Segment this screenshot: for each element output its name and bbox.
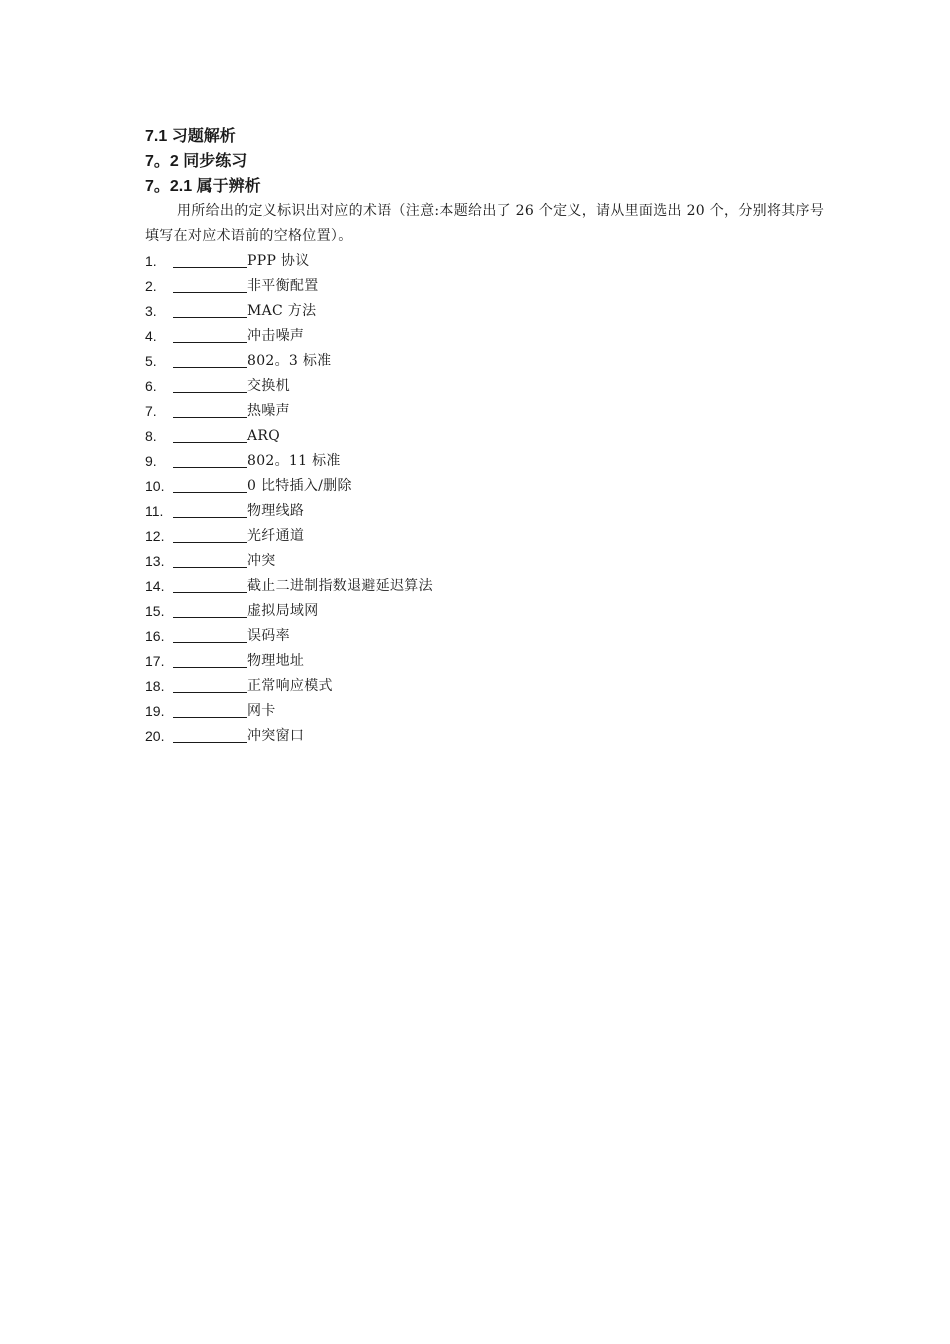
item-term: 冲突窗口 [247,728,305,744]
item-term: 802。11 标准 [247,453,341,469]
answer-blank[interactable] [173,425,247,443]
item-number: 1. [145,253,157,269]
list-item [145,599,825,624]
item-number: 8. [145,428,157,444]
list-item [145,324,825,349]
heading-section-7-2-1: 7。2.1 属于辨析 [145,178,261,195]
list-item [145,524,825,549]
answer-blank[interactable] [173,725,247,743]
answer-blank[interactable] [173,375,247,393]
item-number: 9. [145,453,157,469]
item-number: 18. [145,678,165,694]
answer-blank[interactable] [173,275,247,293]
item-term: 802。3 标准 [247,353,332,369]
item-term: 非平衡配置 [247,278,319,294]
list-item [145,399,825,424]
answer-blank[interactable] [173,350,247,368]
item-term: 虚拟局域网 [247,603,319,619]
list-item [145,549,825,574]
list-item [145,424,825,449]
item-number: 3. [145,303,157,319]
list-item [145,674,825,699]
item-number: 16. [145,628,165,644]
answer-blank[interactable] [173,600,247,618]
heading-section-7-2: 7。2 同步练习 [145,153,248,170]
item-number: 11. [145,503,164,519]
list-item [145,349,825,374]
item-term: 光纤通道 [247,528,305,544]
list-item [145,374,825,399]
item-term: 物理线路 [247,503,305,519]
list-item [145,249,825,274]
answer-blank[interactable] [173,325,247,343]
item-term: 冲突 [247,553,276,569]
heading-section-7-1: 7.1 习题解析 [145,128,236,145]
answer-blank[interactable] [173,675,247,693]
item-number: 17. [145,653,165,669]
answer-blank[interactable] [173,625,247,643]
list-item [145,699,825,724]
answer-blank[interactable] [173,300,247,318]
item-term: 交换机 [247,378,290,394]
item-number: 2. [145,278,157,294]
item-term: 误码率 [247,628,290,644]
item-term: 截止二进制指数退避延迟算法 [247,578,433,594]
item-number: 5. [145,353,157,369]
item-number: 6. [145,378,157,394]
answer-blank[interactable] [173,450,247,468]
item-number: 12. [145,528,165,544]
item-term: 冲击噪声 [247,328,305,344]
answer-blank[interactable] [173,250,247,268]
list-item [145,274,825,299]
item-term: 物理地址 [247,653,305,669]
item-number: 15. [145,603,165,619]
item-term: 0 比特插入/删除 [247,478,352,494]
item-term: 正常响应模式 [247,678,333,694]
document-content [145,124,825,749]
list-item [145,574,825,599]
item-number: 14. [145,578,165,594]
answer-blank[interactable] [173,525,247,543]
list-item [145,724,825,749]
answer-blank[interactable] [173,700,247,718]
list-item [145,649,825,674]
item-term: 热噪声 [247,403,290,419]
answer-blank[interactable] [173,550,247,568]
item-term: 网卡 [247,703,276,719]
list-item [145,624,825,649]
item-number: 10. [145,478,165,494]
answer-blank[interactable] [173,575,247,593]
intro-paragraph: 用所给出的定义标识出对应的术语（注意:本题给出了 26 个定义，请从里面选出 20 个，分别将其序号填写在对应术语前的空格位置）。 [145,203,825,244]
item-term: PPP 协议 [247,253,310,269]
list-item [145,499,825,524]
item-number: 13. [145,553,165,569]
item-number: 7. [145,403,157,419]
item-term: MAC 方法 [247,303,317,319]
list-item [145,474,825,499]
answer-blank[interactable] [173,500,247,518]
item-term: ARQ [247,428,281,444]
item-number: 20. [145,728,165,744]
answer-blank[interactable] [173,400,247,418]
list-item [145,449,825,474]
list-item [145,299,825,324]
answer-blank[interactable] [173,475,247,493]
term-list [145,249,825,749]
answer-blank[interactable] [173,650,247,668]
item-number: 4. [145,328,157,344]
item-number: 19. [145,703,165,719]
